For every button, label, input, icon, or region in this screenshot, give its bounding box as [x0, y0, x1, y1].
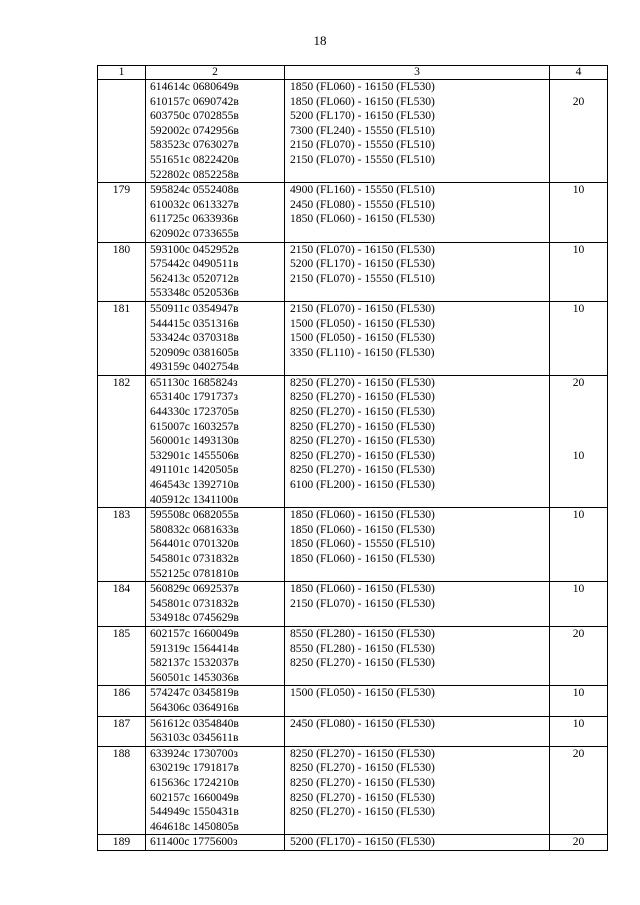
flight-levels-cell-line: 2150 (FL070) - 16150 (FL530)	[290, 596, 435, 610]
row-number	[98, 582, 146, 627]
coordinates-cell-line: 602157с 1660049в	[150, 626, 239, 640]
row-number-text: 185	[112, 626, 131, 640]
flight-levels-cell-line: 2450 (FL080) - 16150 (FL530)	[290, 716, 435, 730]
row-number-text: 186	[112, 686, 131, 700]
flight-levels-cell-line: 8250 (FL270) - 16150 (FL530)	[290, 434, 435, 448]
row-number-text: 184	[112, 582, 131, 596]
coordinates-cell-line: 533424с 0370318в	[150, 331, 239, 345]
row-number-text: 187	[112, 716, 131, 730]
flight-levels-cell-line: 8250 (FL270) - 16150 (FL530)	[290, 746, 435, 760]
coordinates-cell-line: 611400с 1775600з	[150, 835, 238, 849]
table-row	[98, 716, 608, 746]
coordinates-cell-line: 464543с 1392710в	[150, 478, 239, 492]
coordinates-cell-line: 575442с 0490511в	[150, 257, 239, 271]
coordinates-cell-line: 653140с 1791737з	[150, 390, 238, 404]
coordinates-cell-line: 630219с 1791817в	[150, 761, 239, 775]
flight-levels-cell-line: 8250 (FL270) - 16150 (FL530)	[290, 419, 435, 433]
coordinates-cell-line: 603750с 0702855в	[150, 109, 239, 123]
coordinates-cell-line: 562413с 0520712в	[150, 271, 239, 285]
coordinates-cell-line: 564306с 0364916в	[150, 700, 239, 714]
coordinates-cell-line: 580832с 0681633в	[150, 522, 239, 536]
coordinates-cell-line: 560501с 1453036в	[150, 670, 239, 684]
row-number	[98, 746, 146, 835]
row-number	[98, 835, 146, 851]
value-cell-line: 10	[572, 716, 585, 730]
flight-levels-cell-line: 2450 (FL080) - 15550 (FL510)	[290, 197, 435, 211]
coordinates-cell-line: 520909с 0381605в	[150, 345, 239, 359]
value-cell	[550, 508, 608, 582]
coordinates-cell	[146, 183, 285, 242]
column-header-3: 3	[285, 66, 550, 80]
coordinates-cell-line: 532901с 1455506в	[150, 448, 239, 462]
flight-levels-cell-line: 1850 (FL060) - 16150 (FL530)	[290, 212, 435, 226]
coordinates-cell-line: 583523с 0763027в	[150, 138, 239, 152]
flight-levels-cell-line: 1850 (FL060) - 16150 (FL530)	[290, 522, 435, 536]
flight-levels-cell	[285, 746, 550, 835]
flight-levels-cell	[285, 80, 550, 183]
coordinates-cell-line: 611725с 0633936в	[150, 212, 239, 226]
coordinates-cell-line: 564401с 0701320в	[150, 537, 239, 551]
table-row	[98, 835, 608, 851]
table-row	[98, 582, 608, 627]
flight-levels-cell-line: 7300 (FL240) - 15550 (FL510)	[290, 123, 435, 137]
value-cell-line: 20	[572, 375, 585, 389]
flight-levels-cell-line: 8250 (FL270) - 16150 (FL530)	[290, 790, 435, 804]
coordinates-cell-line: 491101с 1420505в	[150, 463, 239, 477]
value-cell	[550, 626, 608, 685]
coordinates-cell-line: 610032с 0613327в	[150, 197, 239, 211]
column-header-4: 4	[550, 66, 608, 80]
coordinates-cell-line: 633924с 1730700з	[150, 746, 238, 760]
value-cell	[550, 835, 608, 851]
flight-levels-cell-line: 1850 (FL060) - 16150 (FL530)	[290, 94, 435, 108]
table-row	[98, 508, 608, 582]
value-cell-line: 10	[572, 183, 585, 197]
flight-levels-cell-line: 1850 (FL060) - 16150 (FL530)	[290, 582, 435, 596]
coordinates-cell	[146, 746, 285, 835]
flight-levels-cell-line: 5200 (FL170) - 16150 (FL530)	[290, 109, 435, 123]
value-cell	[550, 716, 608, 746]
value-cell	[550, 80, 608, 183]
flight-levels-cell-line: 8250 (FL270) - 16150 (FL530)	[290, 375, 435, 389]
flight-levels-cell-line: 1850 (FL060) - 15550 (FL510)	[290, 537, 435, 551]
coordinates-cell-line: 582137с 1532037в	[150, 656, 239, 670]
flight-levels-cell	[285, 508, 550, 582]
coordinates-cell	[146, 686, 285, 716]
coordinates-cell-line: 522802с 0852258в	[150, 167, 239, 181]
flight-levels-cell-line: 5200 (FL170) - 16150 (FL530)	[290, 835, 435, 849]
value-cell-line: 10	[572, 508, 585, 522]
coordinates-cell-line: 563103с 0345611в	[150, 731, 239, 745]
flight-levels-cell-line: 1850 (FL060) - 16150 (FL530)	[290, 508, 435, 522]
airspace-table	[97, 65, 608, 851]
flight-levels-cell	[285, 835, 550, 851]
flight-levels-cell-line: 8250 (FL270) - 16150 (FL530)	[290, 761, 435, 775]
flight-levels-cell-line: 2150 (FL070) - 15550 (FL510)	[290, 152, 435, 166]
table-row	[98, 626, 608, 685]
row-number	[98, 626, 146, 685]
value-cell-line	[550, 390, 607, 405]
value-cell-line: 10	[572, 582, 585, 596]
flight-levels-cell	[285, 183, 550, 242]
coordinates-cell	[146, 835, 285, 851]
table-row	[98, 746, 608, 835]
row-number-text: 183	[112, 508, 131, 522]
flight-levels-cell	[285, 686, 550, 716]
table-row	[98, 183, 608, 242]
coordinates-cell	[146, 301, 285, 375]
table-row	[98, 80, 608, 183]
coordinates-cell-line: 551651с 0822420в	[150, 152, 239, 166]
value-cell	[550, 686, 608, 716]
coordinates-cell-line: 615007с 1603257в	[150, 419, 239, 433]
value-cell-line: 10	[572, 686, 585, 700]
table-row	[98, 375, 608, 507]
flight-levels-cell	[285, 582, 550, 627]
coordinates-cell-line: 545801с 0731832в	[150, 552, 239, 565]
coordinates-cell-line: 560001с 1493130в	[150, 434, 239, 448]
coordinates-cell-line: 464618с 1450805в	[150, 819, 239, 833]
value-cell-line: 10	[572, 301, 585, 315]
table-body	[98, 80, 608, 851]
flight-levels-cell-line: 2150 (FL070) - 15550 (FL510)	[290, 138, 435, 152]
coordinates-cell-line: 593100с 0452952в	[150, 242, 239, 256]
flight-levels-cell	[285, 626, 550, 685]
flight-levels-cell	[285, 301, 550, 375]
row-number	[98, 183, 146, 242]
coordinates-cell-line: 620902с 0733655в	[150, 226, 239, 240]
table-row	[98, 686, 608, 716]
coordinates-cell-line: 602157с 1660049в	[150, 790, 239, 804]
coordinates-cell-line: 550911с 0354947в	[150, 301, 239, 315]
coordinates-cell-line: 553348с 0520536в	[150, 286, 239, 300]
flight-levels-cell-line: 2150 (FL070) - 15550 (FL510)	[290, 271, 435, 285]
coordinates-cell-line: 592002с 0742956в	[150, 123, 239, 137]
value-cell-line	[550, 80, 607, 95]
flight-levels-cell-line: 8550 (FL280) - 16150 (FL530)	[290, 641, 435, 655]
flight-levels-cell-line: 1850 (FL060) - 16150 (FL530)	[290, 80, 435, 93]
coordinates-cell-line: 493159с 0402754в	[150, 360, 239, 374]
flight-levels-cell-line: 5200 (FL170) - 16150 (FL530)	[290, 257, 435, 271]
coordinates-cell-line: 574247с 0345819в	[150, 686, 239, 700]
coordinates-cell	[146, 626, 285, 685]
flight-levels-cell-line: 8250 (FL270) - 16150 (FL530)	[290, 656, 435, 670]
coordinates-cell-line: 552125с 0781810в	[150, 566, 239, 580]
coordinates-cell	[146, 375, 285, 507]
row-number	[98, 242, 146, 301]
coordinates-cell-line: 561612с 0354840в	[150, 716, 239, 730]
flight-levels-cell-line: 8250 (FL270) - 16150 (FL530)	[290, 405, 435, 419]
flight-levels-cell-line: 1850 (FL060) - 16150 (FL530)	[290, 552, 435, 565]
flight-levels-cell	[285, 375, 550, 507]
flight-levels-cell-line: 2150 (FL070) - 16150 (FL530)	[290, 301, 435, 315]
table-row	[98, 301, 608, 375]
value-cell	[550, 242, 608, 301]
coordinates-cell	[146, 716, 285, 746]
row-number-text: 181	[112, 301, 131, 315]
coordinates-cell	[146, 508, 285, 582]
value-cell-line: 10	[572, 242, 585, 256]
row-number	[98, 375, 146, 507]
row-number	[98, 80, 146, 183]
coordinates-cell-line: 610157с 0690742в	[150, 94, 239, 108]
flight-levels-cell-line: 1500 (FL050) - 16150 (FL530)	[290, 331, 435, 345]
coordinates-cell-line: 545801с 0731832в	[150, 596, 239, 610]
flight-levels-cell-line: 8550 (FL280) - 16150 (FL530)	[290, 626, 435, 640]
value-cell	[550, 375, 608, 507]
row-number	[98, 686, 146, 716]
coordinates-cell-line: 405912с 1341100в	[150, 492, 239, 506]
flight-levels-cell-line: 6100 (FL200) - 16150 (FL530)	[290, 478, 435, 492]
value-cell-line: 20	[572, 835, 585, 849]
flight-levels-cell-line: 8250 (FL270) - 16150 (FL530)	[290, 390, 435, 404]
flight-levels-cell-line: 3350 (FL110) - 16150 (FL530)	[290, 345, 435, 359]
row-number-text: 189	[112, 835, 131, 849]
flight-levels-cell-line: 8250 (FL270) - 16150 (FL530)	[290, 775, 435, 789]
row-number-text: 188	[112, 746, 131, 760]
value-cell-line: 20	[572, 94, 585, 108]
value-cell-line	[550, 420, 607, 435]
flight-levels-cell-line: 2150 (FL070) - 16150 (FL530)	[290, 242, 435, 256]
coordinates-cell-line: 534918с 0745629в	[150, 611, 239, 625]
value-cell	[550, 183, 608, 242]
flight-levels-cell	[285, 716, 550, 746]
value-cell-line: 20	[572, 626, 585, 640]
coordinates-cell-line: 615636с 1724210в	[150, 775, 239, 789]
coordinates-cell-line: 651130с 1685824з	[150, 375, 238, 389]
value-cell-line	[550, 405, 607, 420]
flight-levels-cell-line: 8250 (FL270) - 16150 (FL530)	[290, 448, 435, 462]
flight-levels-cell-line: 8250 (FL270) - 16150 (FL530)	[290, 463, 435, 477]
coordinates-cell	[146, 242, 285, 301]
column-header-1: 1	[98, 66, 146, 80]
value-cell	[550, 582, 608, 627]
coordinates-cell-line: 544949с 1550431в	[150, 805, 239, 819]
row-number-text: 179	[112, 183, 131, 197]
value-cell	[550, 746, 608, 835]
table-row	[98, 242, 608, 301]
coordinates-cell	[146, 582, 285, 627]
coordinates-cell-line: 595824с 0552408в	[150, 183, 239, 197]
flight-levels-cell-line: 8250 (FL270) - 16150 (FL530)	[290, 805, 435, 819]
column-header-2: 2	[146, 66, 285, 80]
row-number-text: 180	[112, 242, 131, 256]
row-number	[98, 508, 146, 582]
coordinates-cell-line: 560829с 0692537в	[150, 582, 239, 596]
coordinates-cell-line: 591319с 1564414в	[150, 641, 239, 655]
coordinates-cell-line: 544415с 0351316в	[150, 316, 239, 330]
coordinates-cell	[146, 80, 285, 183]
flight-levels-cell-line: 1500 (FL050) - 16150 (FL530)	[290, 316, 435, 330]
coordinates-cell-line: 644330с 1723705в	[150, 405, 239, 419]
flight-levels-cell-line: 4900 (FL160) - 15550 (FL510)	[290, 183, 435, 197]
coordinates-cell-line: 614614с 0680649в	[150, 80, 239, 93]
table-header-row	[98, 66, 608, 80]
row-number-text: 182	[112, 375, 131, 389]
page-number: 18	[313, 33, 327, 48]
row-number	[98, 716, 146, 746]
flight-levels-cell-line: 1500 (FL050) - 16150 (FL530)	[290, 686, 435, 700]
flight-levels-cell	[285, 242, 550, 301]
value-cell	[550, 301, 608, 375]
value-cell-line: 20	[572, 746, 585, 760]
coordinates-cell-line: 595508с 0682055в	[150, 508, 239, 522]
value-cell-line: 10	[572, 448, 585, 462]
row-number	[98, 301, 146, 375]
value-cell-line	[550, 434, 607, 449]
